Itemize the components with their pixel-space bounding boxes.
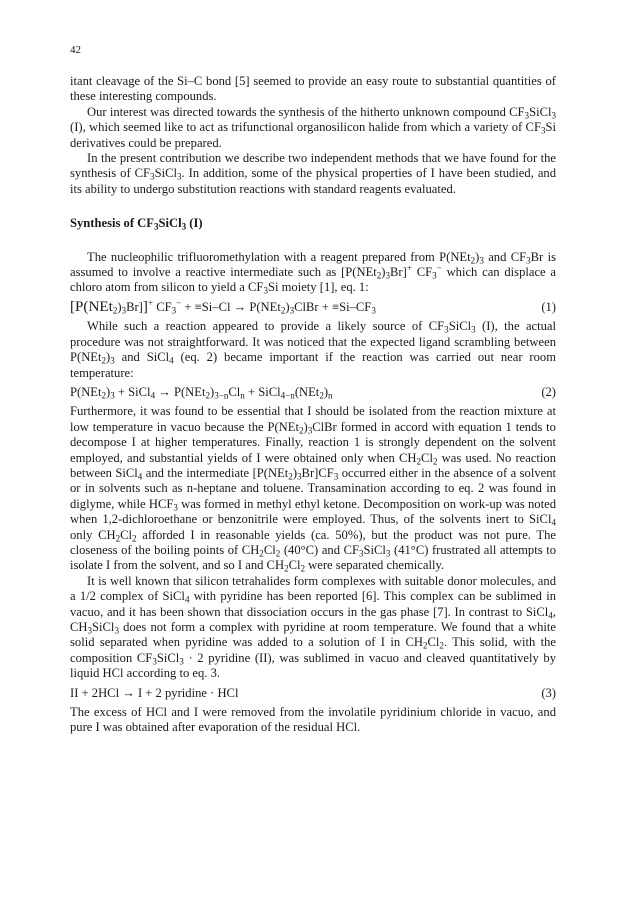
section-heading: Synthesis of $CF_3SiCl_3$ (I) [70, 216, 203, 232]
equation-2-number: (2) [541, 384, 556, 399]
paragraph-7: It is well known that silicon tetrahalides form complexes with suitable donor molecules, and a 1/2 complex of SiCl$_4$ with pyridine has been reported [6]. This complex can be sublimed in vacuo, and it has been shown that dissociation occurs in the gas phase [7]. In contrast to SiCl$_4$, $CH_3SiCl_3$ does not form a complex with pyridine at room temperature. We found that a white solid separated when pyridine was added to a solution of I in $CH_2Cl_2$. This solid, with the composition $CF_3SiCl_3 \cdot 2$ pyridine (II), was sublimed in vacuo and cleaved quantitatively by liquid HCl according to eq. 3. [70, 573, 556, 681]
body-text [70, 74, 556, 736]
paragraph-6: Furthermore, it was found to be essential that I should be isolated from the reaction mixture at low temperature in vacuo because the $P(NEt_2)_3ClBr$ formed in accord with equation 1 tends to decompose I at higher temperatures. Finally, reaction 1 is strongly dependent on the solvent employed, and substantial yields of I were obtained only when $CH_2Cl_2$ was used. No reaction between SiCl$_4$ and the intermediate $[P(NEt_2)_3Br]CF_3$ occurred either in the absence of a solvent or in solvents such as n-heptane and toluene. Transamination according to eq. 2 was found in diglyme, while $HCF_3$ was formed in methyl ethyl ketone. Decomposition on work-up was noted when 1,2-dichloroethane or benzonitrile were employed. Thus, of the solvents inert to SiCl$_4$ only $CH_2Cl_2$ afforded I in reasonable yields (ca. 50%), but the product was not pure. The closeness of the boiling points of $CH_2Cl_2$ (40°C) and $CF_3SiCl_3$ (41°C) frustrated all attempts to isolate I from the solvent, and so I and $CH_2Cl_2$ were separated chemically. [70, 404, 557, 574]
equation-1-number: (1) [541, 299, 556, 314]
equation-2: $P(NEt_2)_3$ + SiCl$_4$ → $P(NEt_2)_{3-n}Cl_n$ + $SiCl_{4-n}(NEt_2)_n$ (2) [70, 384, 556, 401]
equation-3: II + 2HCl → I + 2 pyridine · HCl (3) [70, 685, 556, 700]
paragraph-5: While such a reaction appeared to provide a likely source of $CF_3SiCl_3$ (I), the actual procedure was not straightforward. It was noticed that the expected ligand scrambling between $P(NEt_2)_3$ and SiCl$_4$ (eq. 2) became important if the reaction was carried out near room temperature: [70, 319, 557, 380]
paragraph-4: The nucleophilic trifluoromethylation with a reagent prepared from $P(NEt_2)_3$ and $CF_3Br$ is assumed to involve a reactive intermediate such as $[P(NEt_2)_3Br]^+$ $CF_3^-$ which can displace a chloro atom from silicon to yield a $CF_3Si$ moiety [1], eq. 1: [70, 249, 556, 296]
paragraph-8: The excess of HCl and I were removed from the involatile pyridinium chloride in vacuo, and pure I was obtained after evaporation of the residual HCl. [70, 705, 556, 735]
paragraph-3: In the present contribution we describe two independent methods that we have found for the synthesis of $CF_3SiCl_3$. In addition, some of the physical properties of I have been studied, and its ability to undergo substitution reactions with standard reagents evaluated. [70, 151, 556, 196]
paragraph-2: Our interest was directed towards the synthesis of the hitherto unknown compound $CF_3SiCl_3$ (I), which seemed like to act as trifunctional organosilicon halide from which a variety of $CF_3Si$ derivatives could be prepared. [70, 104, 556, 150]
page-number: 42 [70, 44, 81, 56]
equation-1: $[P(NEt_2)_3Br]]^+$ $CF_3^- + \equiv Si-Cl$ → $P(NEt_2)_3ClBr + \equiv Si-CF_3$ (1) [70, 297, 556, 316]
equation-3-number: (3) [541, 685, 556, 700]
paragraph-1: itant cleavage of the Si–C bond [5] seemed to provide an easy route to substantial quantities of these interesting compounds. [70, 74, 556, 104]
